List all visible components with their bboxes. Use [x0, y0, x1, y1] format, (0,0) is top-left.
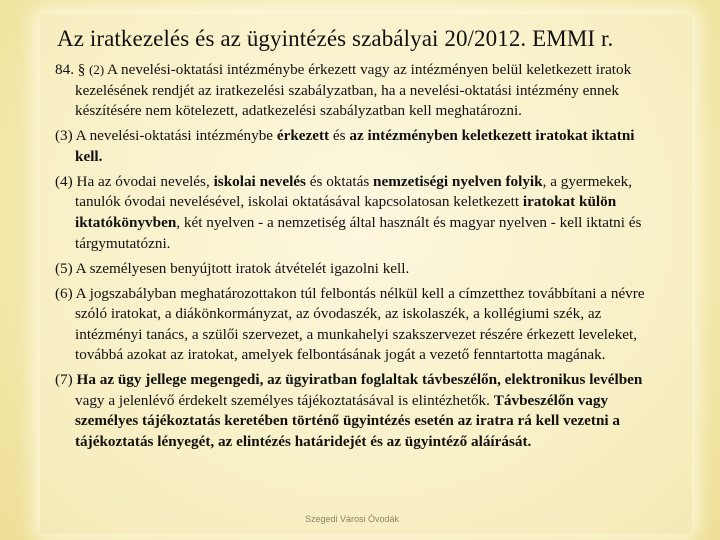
text-run: (3) A nevelési-oktatási intézménybe — [55, 127, 277, 145]
paragraph-5: (5) A személyesen benyújtott iratok átvételét igazolni kell. — [55, 259, 410, 277]
emphasis-text: iratokat külön iktatókönyvben — [75, 193, 617, 231]
text-run: vagy a jelenlévő érdekelt személyes tájékoztatásával is elintézhetők. — [75, 391, 494, 409]
section-number: 84. § — [55, 61, 90, 78]
slide-title: Az iratkezelés és az ügyintézés szabályai 20/2012. EMMI r. — [57, 26, 614, 51]
emphasis-text: nemzetiségi nyelven folyik — [373, 172, 543, 190]
text-run: és oktatás — [305, 172, 374, 190]
emphasis-text: érkezett — [276, 127, 330, 145]
emphasis-text: az intézményben keletkezett iratokat iktatni kell. — [75, 127, 635, 165]
subsection-number: (2) — [89, 63, 105, 77]
emphasis-text: Távbeszélőn vagy személyes tájékoztatás keretében történő ügyintézés esetén az iratra rá kell vezetni a tájékoztatás lényegét, az elintézés határidejét és az ügyintéző aláírását. — [75, 391, 621, 451]
paragraph-4 — [55, 172, 665, 254]
emphasis-text: Ha az ügy jellege megengedi, az ügyiratban foglaltak távbeszélőn, elektronikus levélben — [76, 371, 643, 389]
slide-body — [55, 60, 665, 453]
paragraph-text: A nevelési-oktatási intézménybe érkezett vagy az intézményen belül keletkezett iratok kezelésének rendjét az iratkezelési szabályzatban, ha a nevelési-oktatási intézmény ennek készítésére nem kötelezett, adatkezelési szabályzatban kell meghatározni. — [75, 61, 632, 120]
emphasis-text: iskolai nevelés — [213, 172, 306, 190]
text-run: , a gyermekek, tanulók óvodai nevelésével, iskolai oktatásával kapcsolatosan keletkezett — [75, 172, 633, 211]
footer-text: Szegedi Városi Óvodák — [305, 514, 400, 524]
text-run: (7) — [55, 371, 77, 389]
text-run: és — [329, 127, 350, 145]
paragraph-7 — [55, 370, 665, 452]
paragraph-6: (6) A jogszabályban meghatározottakon túl felbontás nélkül kell a címzetthez továbbítani a névre szóló iratokat, a diákönkormányzat, az óvodaszék, az iskolaszék, a kollégiumi szék, az intézményi tanács, a szülői szervezet, a munkahelyi szakszervezet részére érkezett leveleket, továbbá azokat az iratokat, amelyek felbontásának jogát a vezető fenntartotta magának. — [55, 284, 645, 364]
text-run: , két nyelven - a nemzetiség által használt és magyar nyelven - kell iktatni és tárgymutatózni. — [75, 213, 642, 252]
paragraph-84-2 — [55, 60, 665, 122]
text-run: (4) Ha az óvodai nevelés, — [55, 172, 214, 190]
paragraph-3 — [55, 126, 665, 167]
